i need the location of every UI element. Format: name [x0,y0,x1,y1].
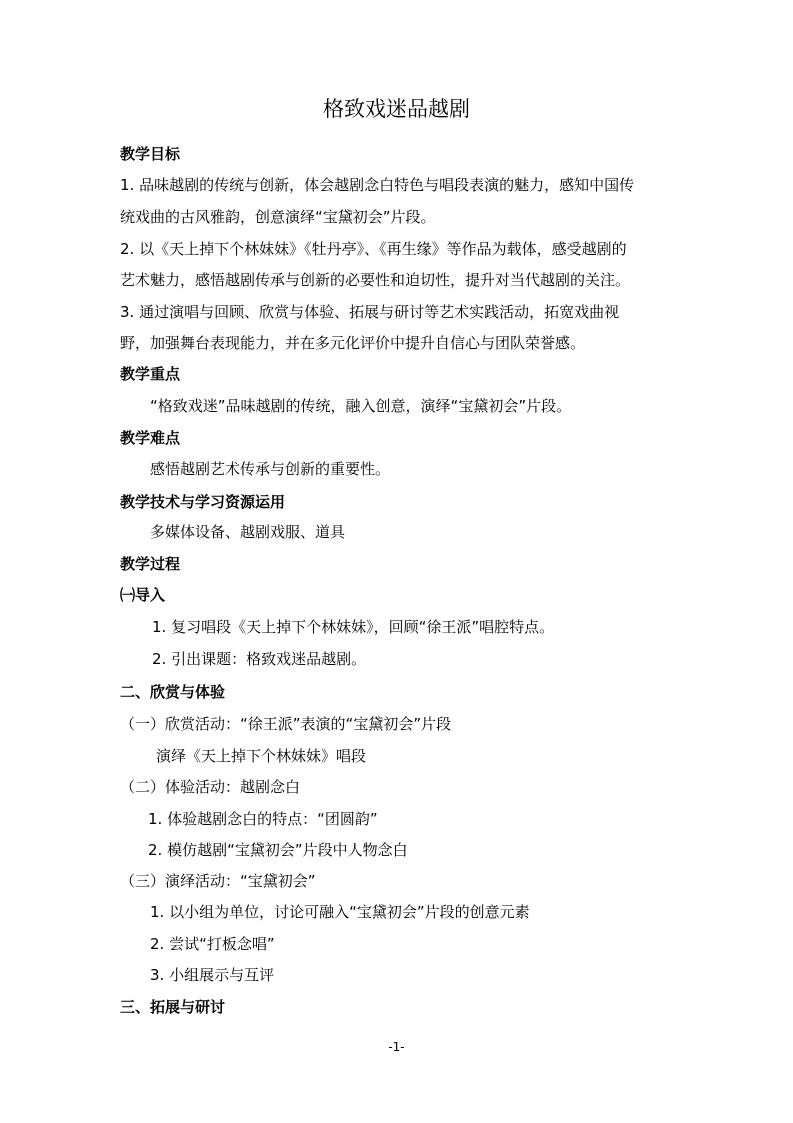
section-appreciation: 二、欣赏与体验 [120,683,226,701]
body-line: 统戏曲的古风雅韵，创意演绎“宝黛初会”片段。 [120,208,436,226]
heading-difficulties: 教学难点 [120,429,181,447]
section-intro: ㈠导入 [120,586,166,604]
body-line: “格致戏迷”品味越剧的传统，融入创意，演绎“宝黛初会”片段。 [150,397,572,415]
heading-process: 教学过程 [120,555,181,573]
list-item: 1. 以小组为单位，讨论可融入“宝黛初会”片段的创意元素 [150,903,530,921]
list-item: 2. 模仿越剧“宝黛初会”片段中人物念白 [148,841,408,859]
heading-objectives: 教学目标 [120,145,181,163]
body-line: 感悟越剧艺术传承与创新的重要性。 [150,460,391,478]
body-line: 野，加强舞台表现能力，并在多元化评价中提升自信心与团队荣誉感。 [120,334,586,352]
body-line: 1. 品味越剧的传统与创新，体会越剧念白特色与唱段表演的魅力，感知中国传 [120,176,635,194]
heading-resources: 教学技术与学习资源运用 [120,493,286,511]
list-item: 1. 体验越剧念白的特点：“团圆韵” [148,810,378,828]
page-number: -1- [388,1040,405,1054]
body-line: 2. 以《天上掉下个林妹妹》《牡丹亭》、《再生缘》等作品为载体，感受越剧的 [120,240,627,258]
body-line: 艺术魅力，感悟越剧传承与创新的必要性和迫切性，提升对当代越剧的关注。 [120,271,631,289]
body-line: 演绎《天上掉下个林妹妹》唱段 [156,747,367,765]
subsection-line: （一）欣赏活动：“徐王派”表演的“宝黛初会”片段 [120,715,452,733]
list-item: 2. 引出课题：格致戏迷品越剧。 [152,650,367,668]
heading-key-points: 教学重点 [120,365,181,383]
subsection-line: （三）演绎活动：“宝黛初会” [120,872,316,890]
document-title: 格致戏迷品越剧 [323,97,470,121]
list-item: 1. 复习唱段《天上掉下个林妹妹》，回顾“徐王派”唱腔特点。 [152,618,555,636]
section-extension: 三、拓展与研讨 [120,998,226,1016]
list-item: 3. 小组展示与互评 [150,966,275,984]
body-line: 3. 通过演唱与回顾、欣赏与体验、拓展与研讨等艺术实践活动，拓宽戏曲视 [120,303,620,321]
subsection-line: （二）体验活动：越剧念白 [120,778,301,796]
list-item: 2. 尝试“打板念唱” [150,935,275,953]
body-line: 多媒体设备、越剧戏服、道具 [150,523,346,541]
